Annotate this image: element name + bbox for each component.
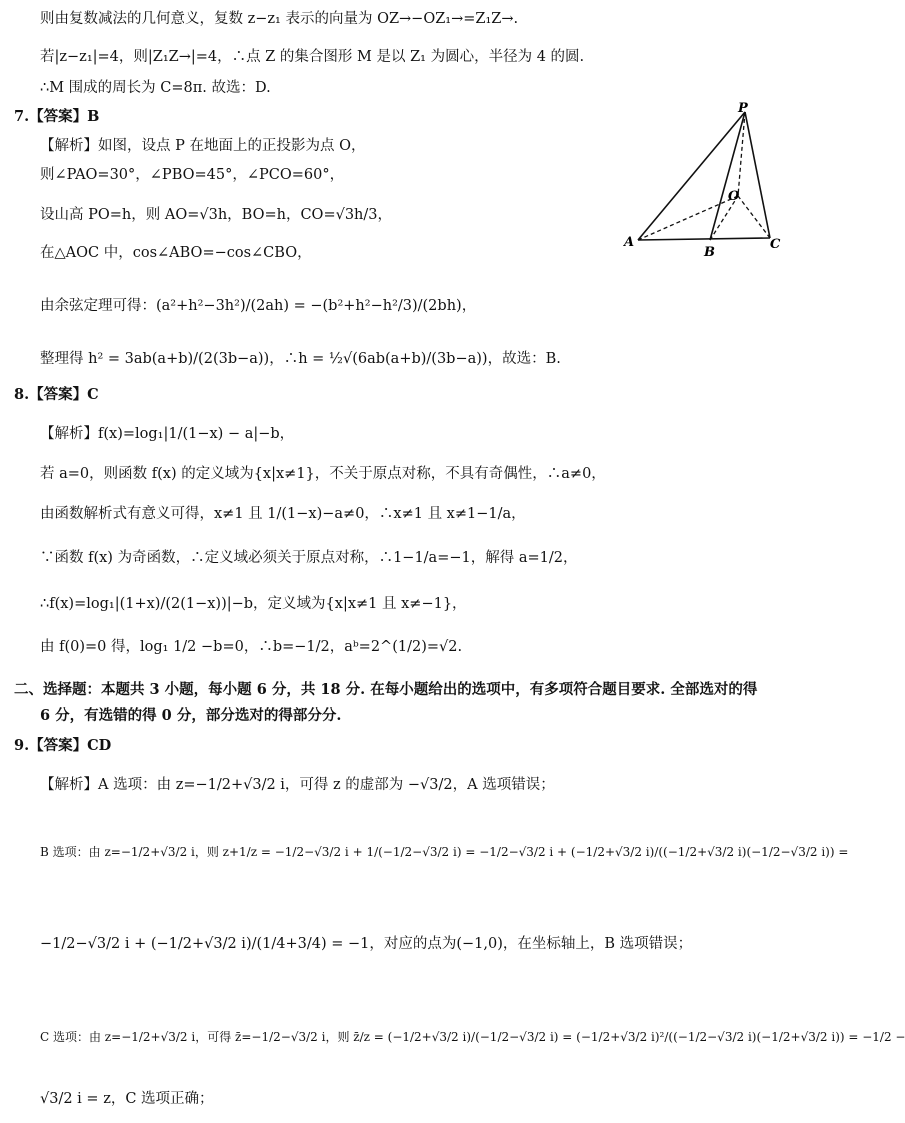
q9-option-b-cont: −1/2−√3/2 i + (−1/2+√3/2 i)/(1/4+3/4) = −1，对应的点为(−1,0)，在坐标轴上，B 选项错误； [40, 936, 693, 952]
label-A: A [624, 235, 635, 250]
q7-analysis-3: 设山高 PO=h，则 AO=√3h，BO=h，CO=√3h/3， [40, 207, 393, 223]
q8-analysis-1: 【解析】f(x)=log₁|1/(1−x) − a|−b， [40, 426, 295, 442]
label-C: C [770, 237, 781, 252]
line-circle-set: 若|z−z₁|=4，则|Z₁Z→|=4，∴点 Z 的集合图形 M 是以 Z₁ 为圆心，半径为 4 的圆. [40, 49, 585, 65]
q7-analysis-2: 则∠PAO=30°，∠PBO=45°，∠PCO=60°， [40, 167, 345, 183]
q9-option-b: B 选项：由 z=−1/2+√3/2 i，则 z+1/z = −1/2−√3/2 i + 1/(−1/2−√3/2 i) = −1/2−√3/2 i + (−1/2+√3/2 i)/((−1/2+√3/2 i)(−1/2−√3/2 i)) = [40, 845, 849, 859]
q8-analysis-3: 由函数解析式有意义可得，x≠1 且 1/(1−x)−a≠0，∴x≠1 且 x≠1−1/a， [40, 506, 526, 522]
section-2-header: 二、选择题：本题共 3 小题，每小题 6 分，共 18 分. 在每小题给出的选项中，有多项符合题目要求. 全部选对的得 [14, 681, 758, 698]
label-O: O [728, 189, 740, 204]
q8-analysis-2: 若 a=0，则函数 f(x) 的定义域为{x|x≠1}，不关于原点对称，不具有奇偶性，∴a≠0， [40, 466, 606, 482]
q8-analysis-5: ∴f(x)=log₁|(1+x)/(2(1−x))|−b，定义域为{x|x≠1 且 x≠−1}， [40, 596, 467, 612]
line-perimeter: ∴M 围成的周长为 C=8π. 故选：D. [40, 80, 271, 96]
label-P: P [738, 101, 748, 116]
q7-answer: 7.【答案】B [14, 108, 100, 125]
label-B: B [704, 245, 715, 260]
q7-analysis-4: 在△AOC 中，cos∠ABO=−cos∠CBO， [40, 245, 312, 261]
q9-option-c: C 选项：由 z=−1/2+√3/2 i，可得 z̄=−1/2−√3/2 i，则 z̄/z = (−1/2+√3/2 i)/(−1/2−√3/2 i) = (−1/2+√3/2 i)²/((−1/2−√3/2 i)(−1/2+√3/2 i)) = −1/2 − [40, 1030, 905, 1044]
q9-option-c-cont: √3/2 i = z，C 选项正确； [40, 1091, 214, 1107]
q7-analysis-5: 由余弦定理可得：(a²+h²−3h²)/(2ah) = −(b²+h²−h²/3)/(2bh)， [40, 298, 477, 314]
section-2-header-cont: 6 分，有选错的得 0 分，部分选对的得部分分. [40, 707, 342, 724]
q9-option-a: 【解析】A 选项：由 z=−1/2+√3/2 i，可得 z 的虚部为 −√3/2，A 选项错误； [40, 777, 555, 793]
pyramid-figure [620, 100, 790, 260]
q7-analysis-6: 整理得 h² = 3ab(a+b)/(2(3b−a))，∴h = ½√(6ab(a+b)/(3b−a))，故选：B. [40, 351, 561, 367]
q9-answer: 9.【答案】CD [14, 737, 112, 754]
q7-analysis-1: 【解析】如图，设点 P 在地面上的正投影为点 O， [40, 138, 366, 154]
q8-analysis-4: ∵函数 f(x) 为奇函数，∴定义域必须关于原点对称，∴1−1/a=−1，解得 a=1/2， [40, 550, 578, 566]
line-vector-meaning: 则由复数减法的几何意义，复数 z−z₁ 表示的向量为 OZ→−OZ₁→=Z₁Z→. [40, 11, 519, 27]
q8-answer: 8.【答案】C [14, 386, 99, 403]
q8-analysis-6: 由 f(0)=0 得，log₁ 1/2 −b=0，∴b=−1/2，aᵇ=2^(1/2)=√2. [40, 639, 463, 655]
